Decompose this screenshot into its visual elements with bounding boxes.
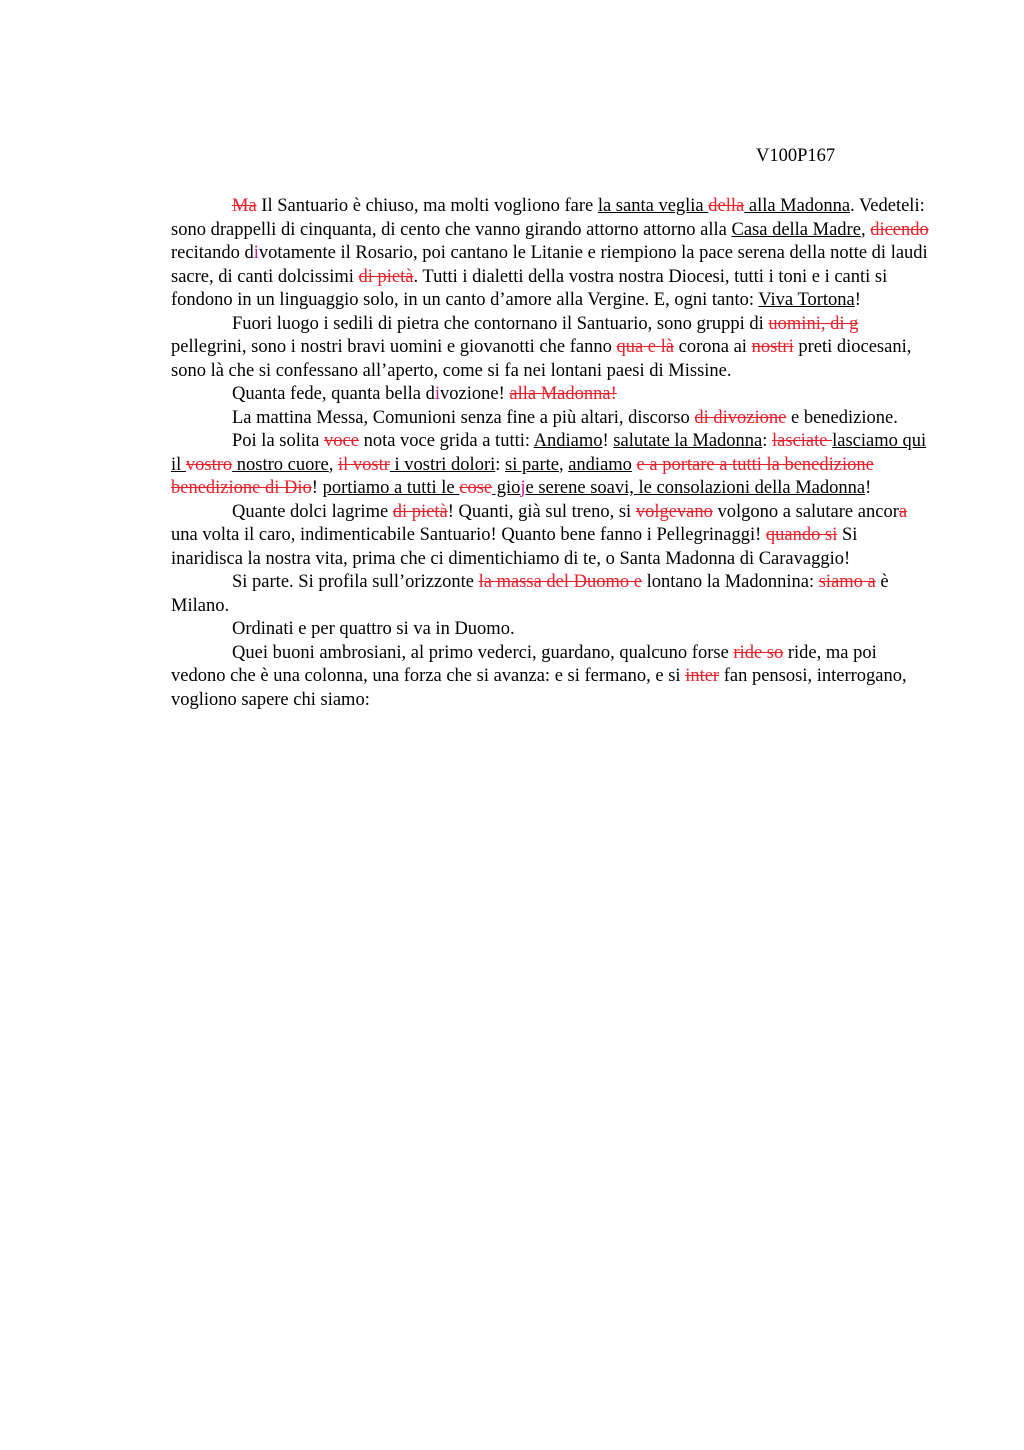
text-run: ride, ma poi vedono che è una colonna, una forza che si avanza: e si fermano, e si bbox=[171, 642, 877, 686]
text-run: Si parte. Si profila sull’orizzonte bbox=[232, 572, 479, 592]
text-run: Fuori luogo i sedili di pietra che contornano il Santuario, sono gruppi di bbox=[232, 313, 769, 334]
text-run: pellegrini, sono i nostri bravi uomini e giovanotti che fanno bbox=[171, 337, 617, 357]
text-run: Poi la solita bbox=[232, 431, 324, 451]
text-run: fan pensosi, interrogano, vogliono sapere chi siamo: bbox=[171, 666, 907, 710]
paragraph bbox=[171, 383, 931, 407]
text-run: votamente il Rosario, poi cantano le Litanie e riempiono la pace serena della notte di laudi sacre, di canti dolcissimi bbox=[171, 243, 928, 287]
underlined-text: Viva Tortona bbox=[758, 290, 855, 310]
deleted-text: di pietà bbox=[392, 501, 448, 522]
deleted-text: vostro bbox=[185, 454, 233, 475]
deleted-text: inter bbox=[685, 666, 720, 686]
deleted-text: lasciate bbox=[772, 431, 833, 451]
deleted-text: quando si bbox=[765, 525, 838, 545]
deleted-text: uomini, di g bbox=[768, 313, 859, 334]
paragraph bbox=[171, 313, 931, 384]
text-run: , bbox=[558, 454, 569, 475]
text-run: lontano la Madonnina: bbox=[641, 572, 819, 592]
text-run: : bbox=[495, 454, 506, 475]
text-run: . Tutti i dialetti della vostra nostra Diocesi, tutti i toni e i canti si fondono in un linguaggio solo, in un canto d’amore alla Vergine. E, ogni tanto: bbox=[171, 266, 888, 310]
paragraph bbox=[171, 501, 931, 572]
text-run: volgono a salutare ancor bbox=[712, 501, 899, 522]
deleted-text: qua e là bbox=[616, 337, 674, 357]
text-run: Il Santuario è chiuso, ma molti vogliono fare bbox=[256, 196, 598, 216]
text-run: Si inaridisca la nostra vita, prima che ci dimentichiamo di te, o Santa Madonna di Caravaggio! bbox=[171, 525, 858, 569]
paragraph bbox=[171, 195, 931, 313]
text-run: nota voce grida a tutti: bbox=[358, 431, 534, 451]
deleted-text: alla Madonna! bbox=[509, 384, 617, 404]
text-run: vozione! bbox=[440, 384, 510, 404]
deleted-text: della bbox=[708, 196, 745, 216]
underlined-text: alla Madonna bbox=[744, 196, 851, 216]
deleted-text: cose bbox=[459, 478, 493, 498]
underlined-text: salutate la Madonna bbox=[613, 431, 763, 451]
text-run: e benedizione. bbox=[786, 407, 898, 428]
deleted-text: Ma bbox=[232, 196, 257, 216]
text-run: ! Quanti, già sul treno, si bbox=[447, 501, 636, 522]
text-run: preti diocesani, sono là che si confessano all’aperto, come si fa nei lontani paesi di Missine. bbox=[171, 337, 912, 381]
paragraph bbox=[171, 407, 931, 431]
underlined-text: portiamo a tutti le bbox=[322, 478, 460, 498]
page-identifier: V100P167 bbox=[756, 146, 836, 166]
paragraph bbox=[171, 430, 931, 501]
underlined-text: e serene soavi, le consolazioni della Madonna bbox=[525, 478, 866, 498]
underlined-text: gio bbox=[492, 478, 521, 498]
text-run: ! bbox=[311, 478, 323, 498]
deleted-text: nostri bbox=[751, 337, 794, 357]
text-run: : bbox=[762, 431, 773, 451]
text-run: Quante dolci lagrime bbox=[232, 501, 393, 522]
underlined-text: Casa della Madre bbox=[731, 219, 861, 240]
text-run: ! bbox=[854, 290, 861, 310]
text-run: una volta il caro, indimenticabile Santuario! Quanto bene fanno i Pellegrinaggi! bbox=[171, 525, 766, 545]
underlined-text: Andiamo bbox=[533, 431, 603, 451]
text-run: . Vedeteli: sono drappelli di cinquanta, di cento che vanno girando attorno attorno alla bbox=[171, 196, 925, 240]
text-run: La mattina Messa, Comunioni senza fine a più altari, discorso bbox=[232, 407, 695, 428]
text-run: è Milano. bbox=[171, 572, 889, 616]
inserted-letter: i bbox=[253, 243, 259, 263]
deleted-text: di pietà bbox=[358, 266, 414, 287]
underlined-text: lasciamo qui il bbox=[171, 431, 927, 475]
text-run: ! bbox=[865, 478, 872, 498]
deleted-text: ride so bbox=[733, 642, 784, 663]
inserted-letter: j bbox=[520, 478, 526, 498]
deleted-text: e a portare a tutti la benedizione benedizione di Dio bbox=[171, 454, 874, 498]
deleted-text: a bbox=[898, 501, 908, 522]
deleted-text: il vostr bbox=[338, 454, 390, 475]
deleted-text: dicendo bbox=[870, 219, 929, 240]
deleted-text: volgevano bbox=[635, 501, 713, 522]
paragraph bbox=[171, 618, 931, 642]
text-run: recitando d bbox=[171, 243, 254, 263]
underlined-text: la santa veglia bbox=[597, 196, 709, 216]
text-run: Quei buoni ambrosiani, al primo vederci, guardano, qualcuno forse bbox=[232, 642, 734, 663]
underlined-text: nostro cuore bbox=[232, 454, 329, 475]
underlined-text: andiamo bbox=[568, 454, 632, 475]
deleted-text: la massa del Duomo e bbox=[478, 572, 642, 592]
text-run: , bbox=[860, 219, 871, 240]
underlined-text: i vostri dolori bbox=[389, 454, 496, 475]
text-run: ! bbox=[602, 431, 614, 451]
text-run: , bbox=[328, 454, 338, 475]
underlined-text: si parte bbox=[505, 454, 559, 475]
text-run: Quanta fede, quanta bella d bbox=[232, 384, 435, 404]
paragraph bbox=[171, 571, 931, 618]
document-body bbox=[171, 195, 931, 712]
paragraph bbox=[171, 642, 931, 713]
deleted-text: di divozione bbox=[694, 407, 787, 428]
text-run: corona ai bbox=[674, 337, 752, 357]
deleted-text: voce bbox=[324, 431, 359, 451]
deleted-text: siamo a bbox=[818, 572, 876, 592]
inserted-letter: i bbox=[434, 384, 441, 404]
text-run: Ordinati e per quattro si va in Duomo. bbox=[232, 619, 515, 639]
